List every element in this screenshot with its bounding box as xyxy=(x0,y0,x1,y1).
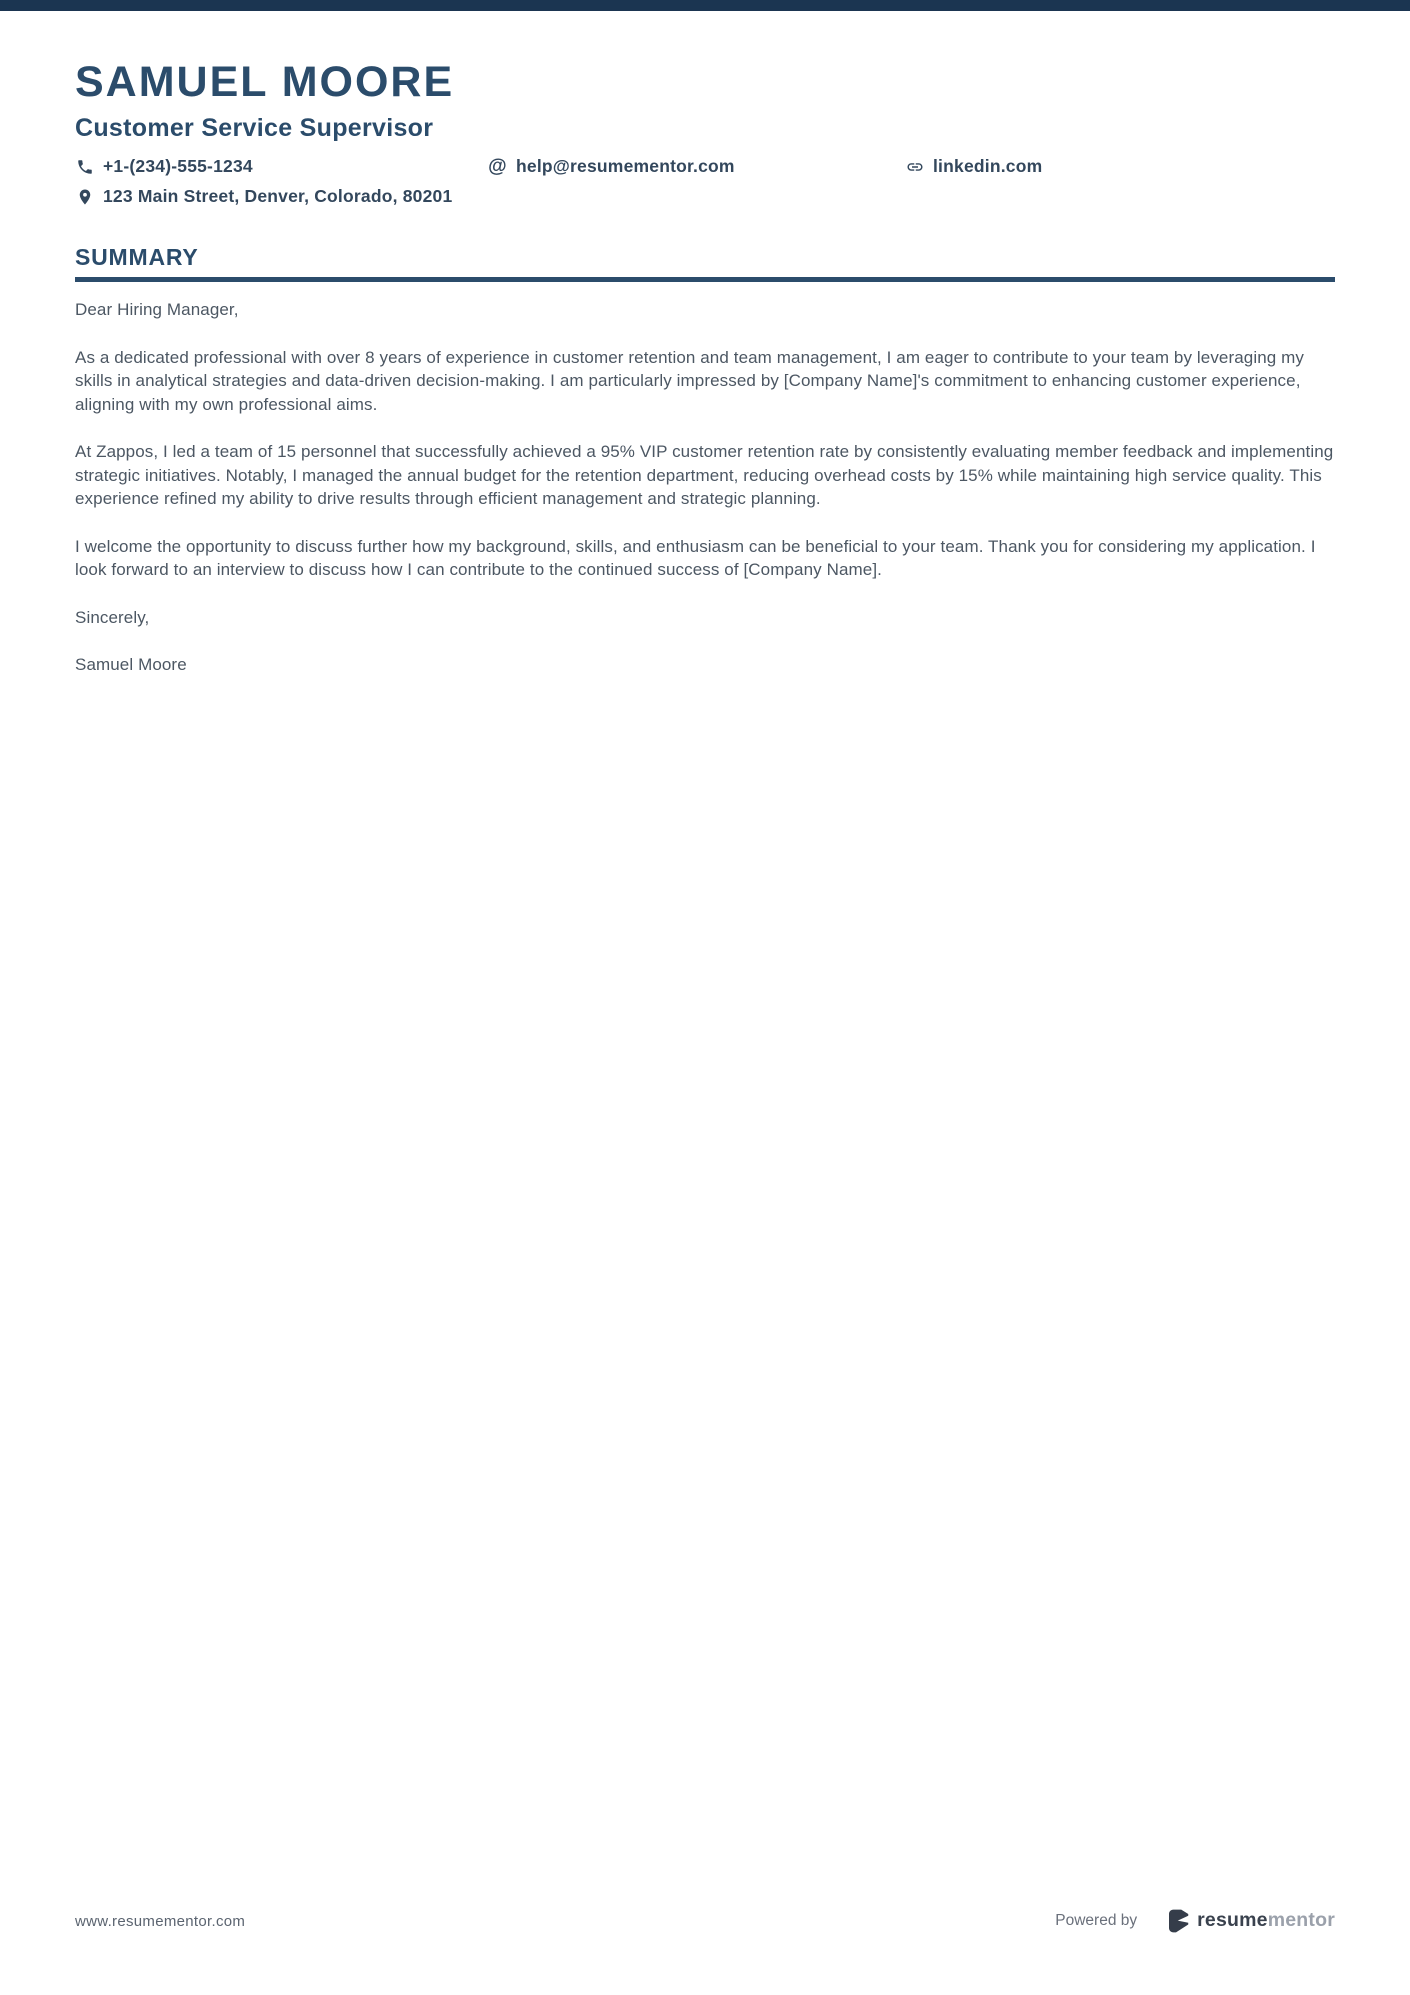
phone-item xyxy=(75,156,488,177)
page-footer xyxy=(75,1909,1335,1933)
cover-letter-page xyxy=(0,11,1410,1995)
address-text: 123 Main Street, Denver, Colorado, 80201 xyxy=(103,186,453,207)
signature: Samuel Moore xyxy=(75,655,187,675)
linkedin-text[interactable]: linkedin.com xyxy=(933,156,1043,177)
phone-number: +1-(234)-555-1234 xyxy=(103,156,253,177)
footer-website-link[interactable]: www.resumementor.com xyxy=(75,1912,246,1930)
paragraph-1: As a dedicated professional with over 8 years of experience in customer retention and team management, I am eager to contribute to your team by leveraging my skills in analytical strategies and data-driven decision-making. I am particularly impressed by [Company Name]'s commitment to enhancing customer experience, aligning with my own professional aims. xyxy=(75,347,1305,414)
job-title: Customer Service Supervisor xyxy=(75,114,434,143)
contact-row xyxy=(75,156,1335,207)
email-text[interactable]: help@resumementor.com xyxy=(516,156,735,177)
summary-heading-rule xyxy=(75,277,1335,282)
logo-text xyxy=(1197,1911,1335,1931)
powered-by-label: Powered by xyxy=(1055,1912,1138,1929)
logo-text-resume: resume xyxy=(1197,1909,1268,1932)
linkedin-item[interactable] xyxy=(905,156,1042,177)
contact-column-middle xyxy=(488,156,905,177)
contact-column-left xyxy=(75,156,488,207)
location-pin-icon xyxy=(75,187,94,206)
at-icon: @ xyxy=(488,156,507,178)
link-icon xyxy=(905,157,924,176)
salutation: Dear Hiring Manager, xyxy=(75,300,239,320)
logo-text-mentor: mentor xyxy=(1267,1909,1335,1932)
email-item[interactable] xyxy=(488,156,905,177)
summary-section xyxy=(75,244,1335,677)
resumementor-logo[interactable] xyxy=(1169,1909,1335,1933)
contact-column-right xyxy=(905,156,1042,177)
paragraph-2: At Zappos, I led a team of 15 personnel that successfully achieved a 95% VIP customer retention rate by consistently evaluating member feedback and implementing strategic initiatives. Notably, I managed the annual budget for the retention department, reducing overhead costs by 15% while maintaining high service quality. This experience refined my ability to drive results through efficient management and strategic planning. xyxy=(75,442,1334,509)
summary-heading: SUMMARY xyxy=(75,244,199,271)
candidate-name: SAMUEL MOORE xyxy=(75,58,455,106)
closing: Sincerely, xyxy=(75,607,150,627)
logo-mark-icon xyxy=(1169,1909,1190,1933)
phone-icon xyxy=(75,157,94,176)
paragraph-3: I welcome the opportunity to discuss further how my background, skills, and enthusiasm can be beneficial to your team. Thank you for considering my application. I look forward to an interview to discuss how I can contribute to the continued success of [Company Name]. xyxy=(75,536,1316,580)
top-accent-bar xyxy=(0,0,1410,11)
cover-letter-body xyxy=(75,298,1335,677)
address-item xyxy=(75,186,488,207)
footer-brand-area xyxy=(1055,1909,1335,1933)
